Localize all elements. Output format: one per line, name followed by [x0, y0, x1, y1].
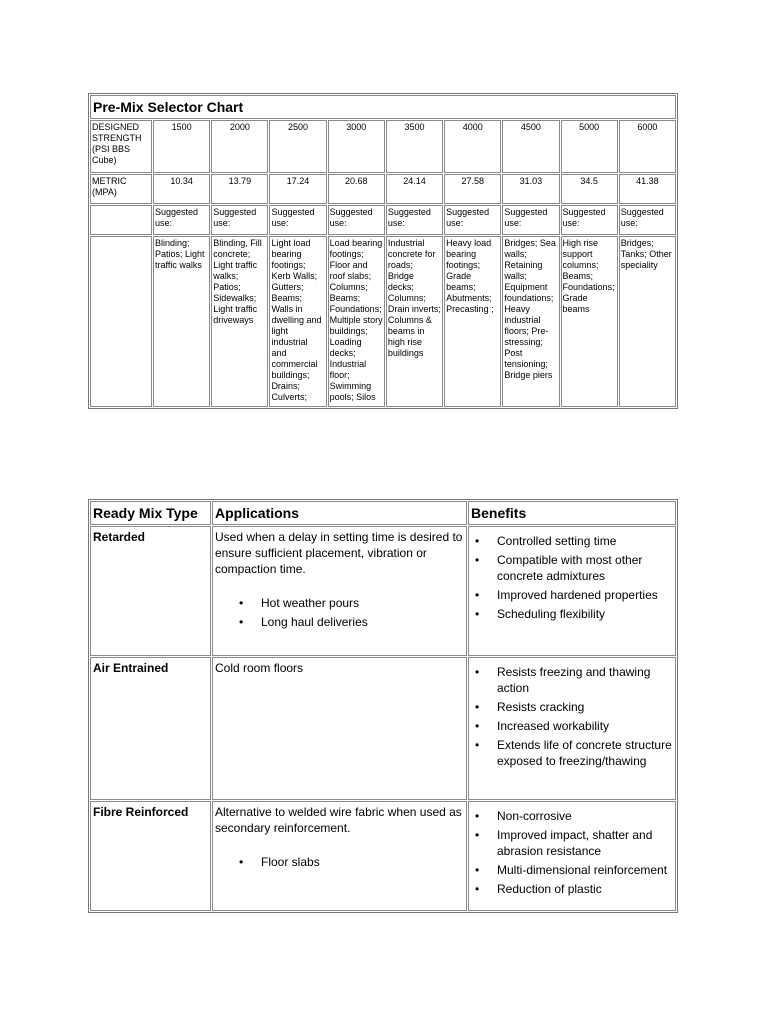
list-item: • Resists cracking — [497, 699, 673, 715]
strength-row-label: DESIGNED STRENGTH (PSI BBS Cube) — [90, 120, 152, 173]
suggested-use-label: Suggested use: — [619, 205, 676, 235]
benefit-list — [471, 664, 673, 769]
psi-cell: 4500 — [502, 120, 559, 173]
benefit-list — [471, 533, 673, 622]
list-item: • Controlled setting time — [497, 533, 673, 549]
list-item: • Improved impact, shatter and abrasion resistance — [497, 827, 673, 859]
mpa-cell: 10.34 — [153, 174, 210, 204]
list-item: • Multi-dimensional reinforcement — [497, 862, 673, 878]
suggested-use-cell: Heavy load bearing footings; Grade beams; Abutments; Precasting ; — [444, 236, 501, 407]
suggested-use-label: Suggested use: — [269, 205, 326, 235]
list-item: • Scheduling flexibility — [497, 606, 673, 622]
psi-cell: 5000 — [561, 120, 618, 173]
list-item: • Reduction of plastic — [497, 881, 673, 897]
suggested-use-cell: Industrial concrete for roads; Bridge decks; Columns; Drain inverts; Columns & beams in high rise buildings — [386, 236, 443, 407]
list-item: • Compatible with most other concrete admixtures — [497, 552, 673, 584]
suggested-use-label: Suggested use: — [328, 205, 385, 235]
benefits-cell — [468, 801, 676, 911]
application-list — [215, 595, 464, 630]
ready-mix-table — [88, 499, 678, 913]
empty-label-cell — [90, 236, 152, 407]
mpa-cell: 27.58 — [444, 174, 501, 204]
application-list — [215, 854, 464, 870]
suggested-use-cell: Blinding; Patios; Light traffic walks — [153, 236, 210, 407]
benefits-cell — [468, 526, 676, 656]
table-row — [90, 801, 676, 911]
suggested-use-cell: Bridges; Tanks; Other speciality — [619, 236, 676, 407]
list-item: • Increased workability — [497, 718, 673, 734]
suggested-use-cell: High rise support columns; Beams; Foundations; Grade beams — [561, 236, 618, 407]
mpa-cell: 31.03 — [502, 174, 559, 204]
metric-row-label: METRIC (MPA) — [90, 174, 152, 204]
psi-cell: 4000 — [444, 120, 501, 173]
list-item: • Non-corrosive — [497, 808, 673, 824]
psi-cell: 3000 — [328, 120, 385, 173]
applications-cell — [212, 657, 467, 800]
suggested-use-cell: Light load bearing footings; Kerb Walls; Gutters; Beams; Walls in dwelling and light industrial and commercial buildings; Drains; Culverts; — [269, 236, 326, 407]
selector-chart-title: Pre-Mix Selector Chart — [90, 95, 676, 119]
suggested-use-label: Suggested use: — [561, 205, 618, 235]
psi-cell: 2000 — [211, 120, 268, 173]
suggested-use-label: Suggested use: — [386, 205, 443, 235]
applications-cell — [212, 526, 467, 656]
header-applications: Applications — [212, 501, 467, 525]
suggested-use-cell: Bridges; Sea walls; Retaining walls; Equipment foundations; Heavy industrial floors; Pre-stressing; Post tensioning; Bridge piers — [502, 236, 559, 407]
application-text: Alternative to welded wire fabric when used as secondary reinforcement. — [215, 805, 462, 835]
mix-type-cell: Fibre Reinforced — [90, 801, 211, 911]
list-item: • Resists freezing and thawing action — [497, 664, 673, 696]
list-item: • Improved hardened properties — [497, 587, 673, 603]
list-item: • Hot weather pours — [261, 595, 464, 611]
application-text: Used when a delay in setting time is desired to ensure sufficient placement, vibration or compaction time. — [215, 530, 463, 576]
premix-selector-table — [88, 93, 678, 409]
suggested-use-cell: Load bearing footings; Floor and roof slabs; Columns; Beams; Foundations; Multiple story buildings; Loading decks; Industrial floor; Swimming pools; Silos — [328, 236, 385, 407]
suggested-use-label: Suggested use: — [153, 205, 210, 235]
psi-cell: 2500 — [269, 120, 326, 173]
benefit-list — [471, 808, 673, 897]
suggested-use-cell: Blinding, Fill concrete; Light traffic walks; Patios; Sidewalks; Light traffic driveways — [211, 236, 268, 407]
list-item: • Floor slabs — [261, 854, 464, 870]
suggested-use-label: Suggested use: — [502, 205, 559, 235]
table-row — [90, 526, 676, 656]
applications-cell — [212, 801, 467, 911]
suggested-use-label: Suggested use: — [444, 205, 501, 235]
psi-cell: 6000 — [619, 120, 676, 173]
list-item: • Long haul deliveries — [261, 614, 464, 630]
suggested-use-label: Suggested use: — [211, 205, 268, 235]
mpa-cell: 17.24 — [269, 174, 326, 204]
mpa-cell: 13.79 — [211, 174, 268, 204]
psi-cell: 1500 — [153, 120, 210, 173]
benefits-cell — [468, 657, 676, 800]
psi-cell: 3500 — [386, 120, 443, 173]
table-row — [90, 657, 676, 800]
mix-type-cell: Air Entrained — [90, 657, 211, 800]
header-benefits: Benefits — [468, 501, 676, 525]
mix-type-cell: Retarded — [90, 526, 211, 656]
mpa-cell: 34.5 — [561, 174, 618, 204]
mpa-cell: 20.68 — [328, 174, 385, 204]
mpa-cell: 41.38 — [619, 174, 676, 204]
empty-label-cell — [90, 205, 152, 235]
application-text: Cold room floors — [215, 661, 304, 675]
header-ready-mix-type: Ready Mix Type — [90, 501, 211, 525]
mpa-cell: 24.14 — [386, 174, 443, 204]
list-item: • Extends life of concrete structure exposed to freezing/thawing — [497, 737, 673, 769]
